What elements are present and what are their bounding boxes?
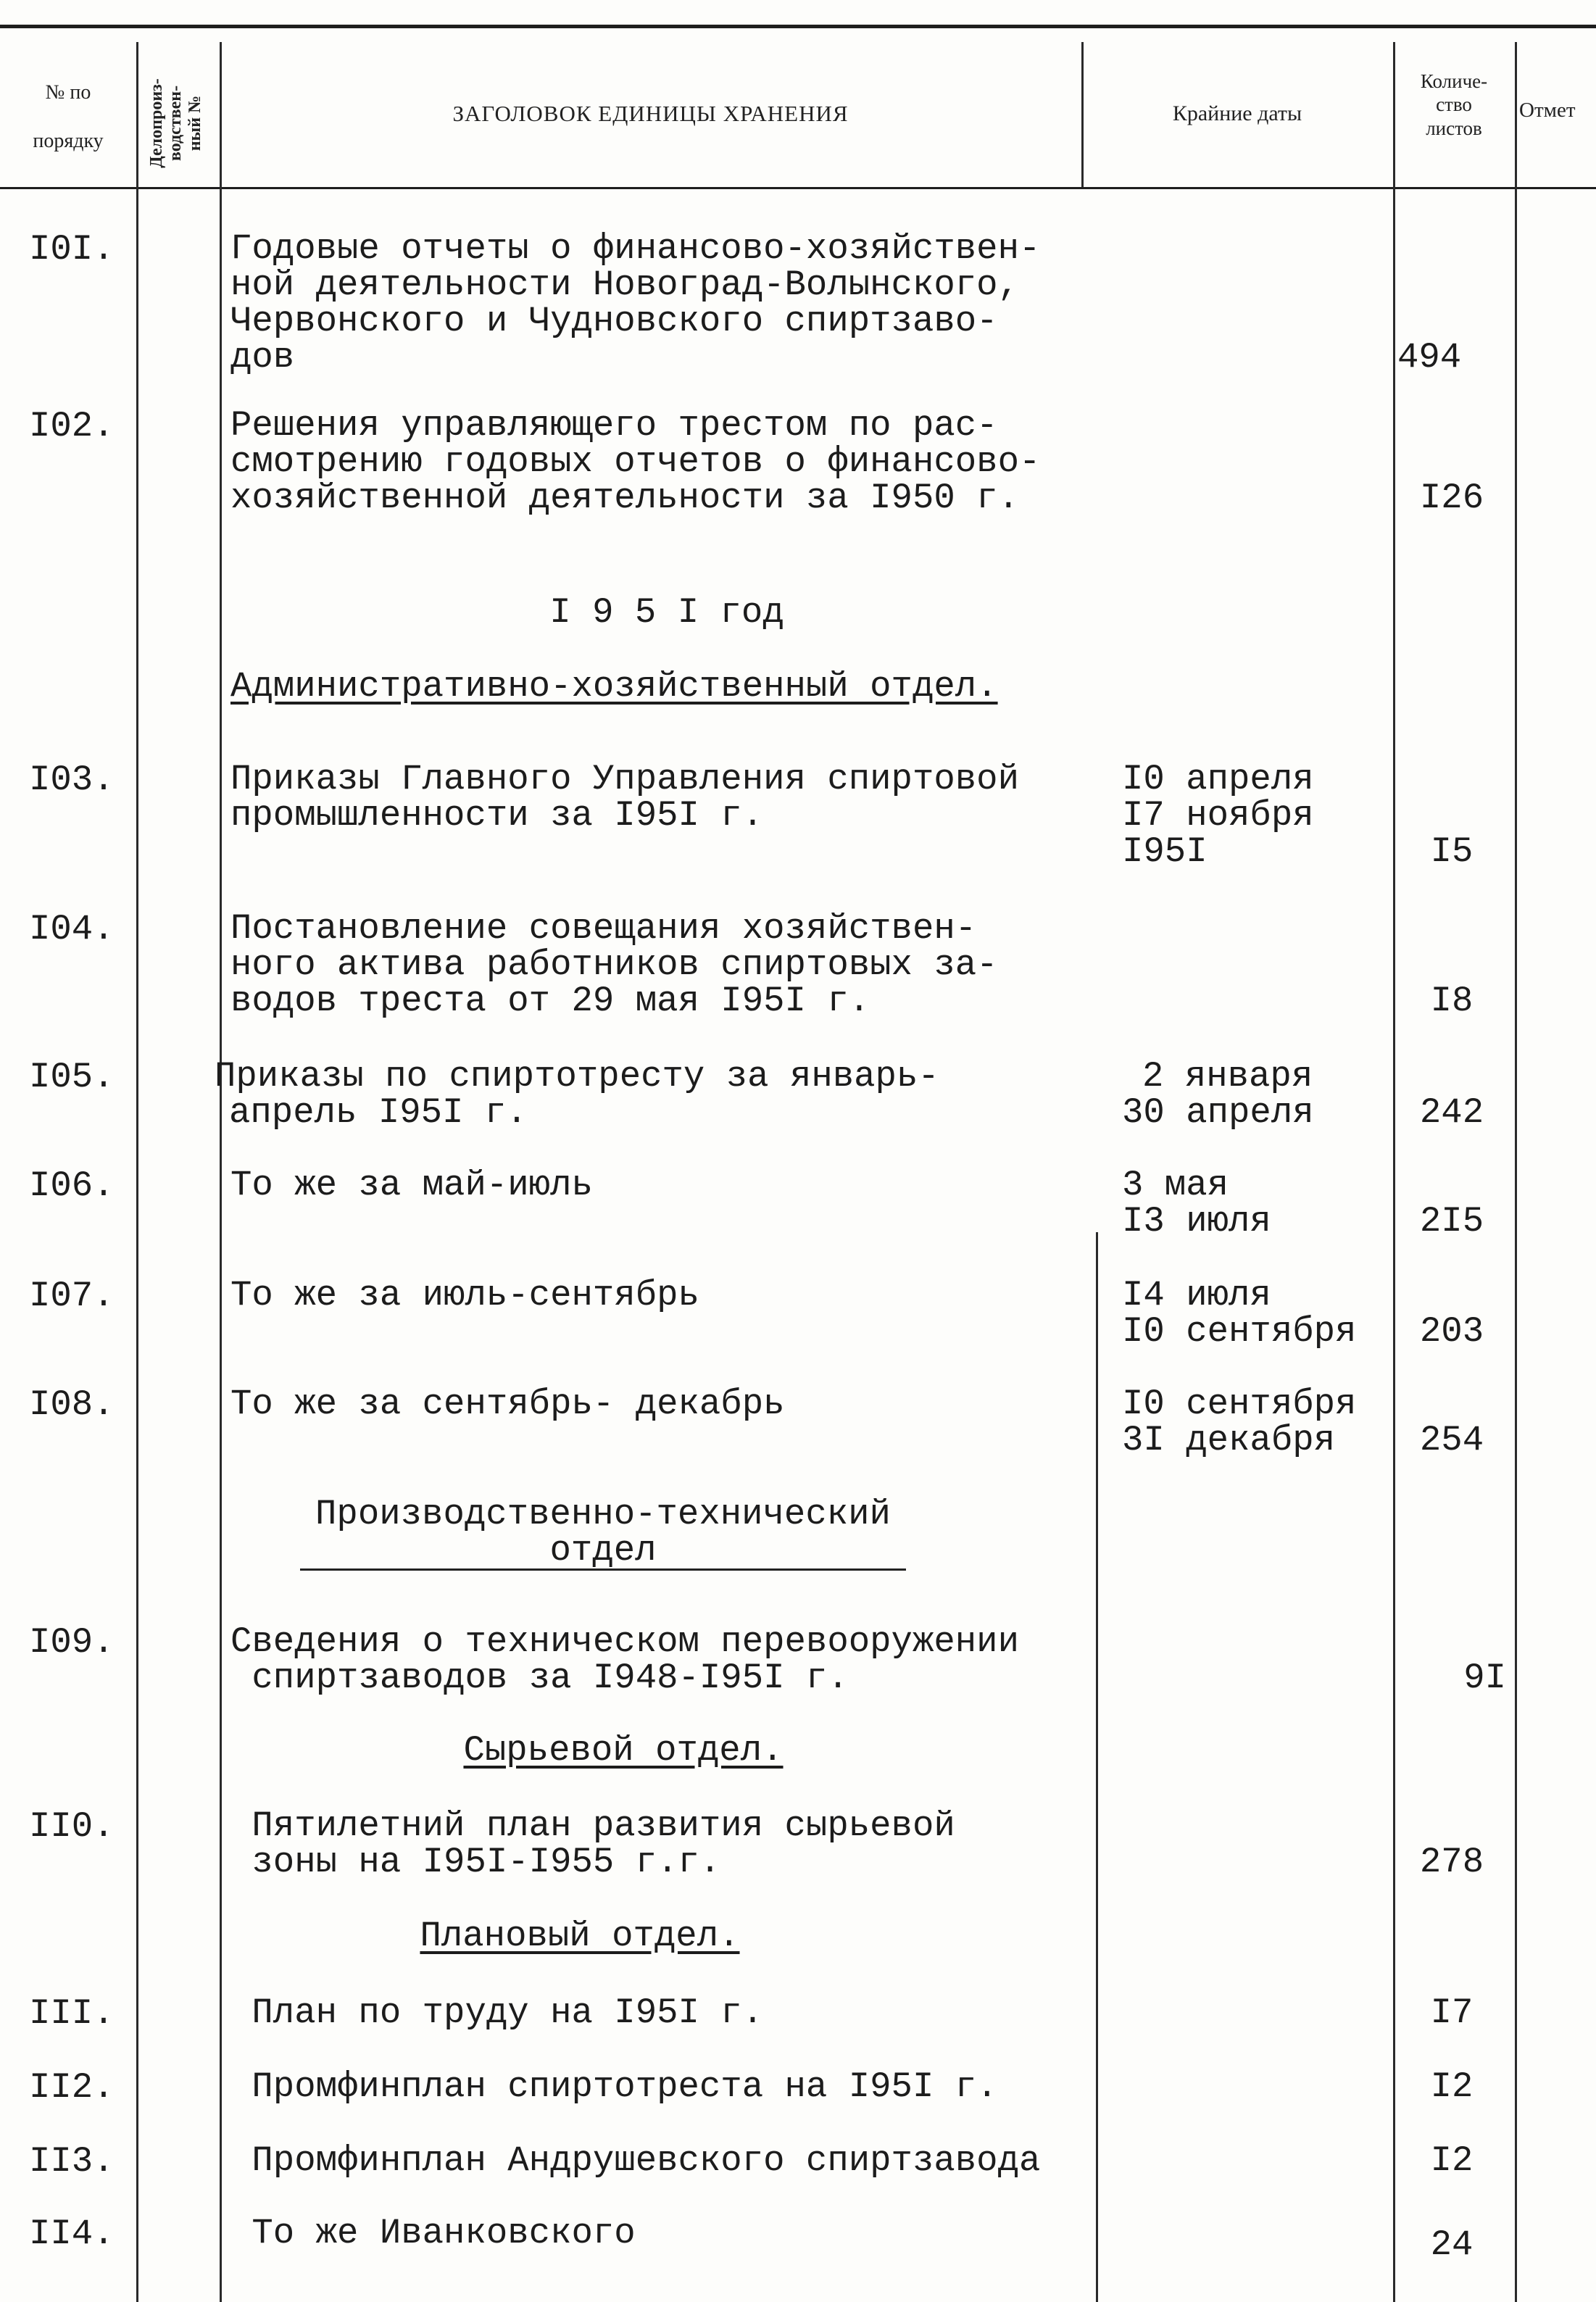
entry-sheet-count: 278 bbox=[1419, 1842, 1484, 1882]
entry-number: I08. bbox=[29, 1384, 115, 1425]
entry-title bbox=[230, 2066, 1086, 2107]
entry-title-line: Постановление совещания хозяйствен- bbox=[230, 908, 977, 949]
entry-number: I0I. bbox=[29, 229, 115, 270]
entry-sheet-count: 203 bbox=[1419, 1311, 1484, 1352]
entry-number: I02. bbox=[29, 406, 115, 446]
header-count-line1: Количе- bbox=[1420, 70, 1488, 92]
entry-title-line: зоны на I95I-I955 г.г. bbox=[230, 1842, 721, 1882]
entry-sheet-count: 24 bbox=[1430, 2224, 1474, 2265]
entry-title bbox=[230, 1995, 1086, 2031]
entry-title-line: дов bbox=[230, 337, 295, 378]
entry-sheet-count: I5 bbox=[1430, 831, 1474, 872]
col-divider-4 bbox=[1393, 42, 1395, 2302]
entry-title-line: Промфинплан спиртотреста на I95I г. bbox=[230, 2066, 998, 2107]
section-raw-materials-department: Сырьевой отдел. bbox=[463, 1730, 784, 1771]
entry-sheet-count: 242 bbox=[1419, 1092, 1484, 1133]
entry-title-line: ной деятельности Новоград-Волынского, bbox=[230, 265, 1019, 305]
col-divider-5 bbox=[1515, 42, 1517, 2302]
entry-date-line: I95I bbox=[1122, 831, 1208, 872]
entry-title-line: Пятилетний план развития сырьевой bbox=[230, 1806, 955, 1846]
entry-sheet-count: 254 bbox=[1419, 1420, 1484, 1460]
top-rule bbox=[0, 25, 1596, 28]
header-count-line3: листов bbox=[1426, 117, 1482, 139]
entry-sheet-count: I2 bbox=[1430, 2066, 1474, 2107]
entry-title bbox=[230, 2215, 1086, 2251]
entry-sheet-count: 2I5 bbox=[1419, 1201, 1484, 1242]
entry-dates bbox=[1122, 761, 1383, 870]
entry-title-line: Годовые отчеты о финансово-хозяйствен- bbox=[230, 228, 1041, 269]
entry-title-line: водов треста от 29 мая I95I г. bbox=[230, 981, 870, 1021]
entry-title-line: То же за июль-сентябрь bbox=[230, 1275, 699, 1316]
section-admin-department: Административно-хозяйственный отдел. bbox=[230, 666, 998, 707]
entry-number: I05. bbox=[29, 1057, 115, 1097]
entry-title-line: спиртзаводов за I948-I95I г. bbox=[230, 1658, 849, 1698]
entry-title-line: апрель I95I г. bbox=[229, 1092, 528, 1133]
header-office-line3: ный № bbox=[185, 95, 204, 151]
entry-date-line: I4 июля bbox=[1122, 1275, 1271, 1316]
header-number-line1: № по bbox=[45, 81, 91, 104]
entry-sheet-count: I2 bbox=[1430, 2140, 1474, 2181]
entry-date-line: I0 апреля bbox=[1122, 759, 1314, 799]
entry-date-line: 3 мая bbox=[1122, 1165, 1229, 1205]
header-rule bbox=[0, 187, 1596, 189]
entry-title-line: План по труду на I95I г. bbox=[230, 1993, 764, 2033]
header-count bbox=[1393, 70, 1515, 140]
entry-sheet-count: I7 bbox=[1430, 1993, 1474, 2033]
entry-title-line: То же Иванковского bbox=[230, 2213, 636, 2253]
entry-dates bbox=[1122, 1277, 1383, 1350]
section-production-line2: отдел bbox=[300, 1532, 906, 1571]
entry-title-line: Сведения о техническом перевооружении bbox=[230, 1621, 1019, 1662]
entry-date-line: I0 сентября bbox=[1122, 1311, 1357, 1352]
entry-number: II2. bbox=[29, 2067, 115, 2108]
entry-title bbox=[230, 1621, 1086, 1698]
entry-date-line: I3 июля bbox=[1122, 1201, 1271, 1242]
entry-title bbox=[230, 1386, 1086, 1422]
entry-number: I03. bbox=[29, 760, 115, 800]
entry-title-line: хозяйственной деятельности за I950 г. bbox=[230, 478, 1019, 518]
entry-title-line: Приказы Главного Управления спиртовой bbox=[230, 759, 1019, 799]
entry-title-line: промышленности за I95I г. bbox=[230, 795, 764, 836]
col-divider-2 bbox=[220, 42, 222, 2302]
entry-title-line: Приказы по спиртотресту за январь- bbox=[215, 1056, 939, 1097]
entry-sheet-count: I8 bbox=[1430, 981, 1474, 1021]
entry-title bbox=[230, 1167, 1086, 1203]
header-notes: Отмет bbox=[1519, 99, 1576, 122]
section-production-line1: Производственно-технический bbox=[315, 1494, 891, 1534]
entry-title bbox=[230, 1275, 1086, 1316]
section-production-department bbox=[300, 1496, 906, 1571]
entry-title-line: То же за сентябрь- декабрь bbox=[230, 1384, 785, 1424]
entry-sheet-count: I26 bbox=[1419, 478, 1484, 518]
entry-number: II0. bbox=[29, 1806, 115, 1847]
entry-title-line: смотрению годовых отчетов о финансово- bbox=[230, 441, 1041, 482]
entry-date-line: I7 ноября bbox=[1122, 795, 1314, 836]
entry-date-line: I0 сентября bbox=[1122, 1384, 1357, 1424]
entry-title bbox=[230, 228, 1086, 378]
entry-number: II4. bbox=[29, 2214, 115, 2254]
entry-title-line: ного актива работников спиртовых за- bbox=[230, 944, 998, 985]
entry-dates bbox=[1122, 1165, 1383, 1242]
entry-title bbox=[230, 1808, 1086, 1880]
entry-number: I04. bbox=[29, 909, 115, 950]
entry-sheet-count: 494 bbox=[1397, 337, 1462, 378]
entry-title-line: Решения управляющего трестом по рас- bbox=[230, 405, 998, 446]
entry-sheet-count: 9I bbox=[1463, 1658, 1506, 1698]
section-planning-department: Плановый отдел. bbox=[420, 1916, 740, 1956]
entry-dates bbox=[1122, 1058, 1383, 1131]
header-number bbox=[0, 80, 136, 154]
entry-number: II3. bbox=[29, 2141, 115, 2182]
entry-title-line: Промфинплан Андрушевского спиртзавода bbox=[230, 2140, 1041, 2181]
entry-title-line: Червонского и Чудновского спиртзаво- bbox=[230, 301, 998, 341]
col-divider-3b bbox=[1096, 1232, 1098, 2302]
header-office-line1: Делопроиз- bbox=[147, 78, 166, 168]
header-dates: Крайние даты bbox=[1172, 101, 1302, 125]
entry-date-line: 30 апреля bbox=[1122, 1092, 1314, 1133]
entry-title bbox=[230, 761, 1086, 834]
entry-number: III. bbox=[29, 1993, 115, 2034]
section-year: I 9 5 I год bbox=[549, 592, 784, 633]
entry-number: I09. bbox=[29, 1622, 115, 1663]
entry-title-line: То же за май-июль bbox=[230, 1165, 593, 1205]
entry-title bbox=[230, 910, 1086, 1019]
entry-title bbox=[230, 407, 1086, 516]
header-count-line2: ство bbox=[1436, 94, 1472, 116]
entry-number: I06. bbox=[29, 1165, 115, 1206]
header-office-line2: водствен- bbox=[166, 85, 186, 162]
header-title: ЗАГОЛОВОК ЕДИНИЦЫ ХРАНЕНИЯ bbox=[452, 101, 849, 126]
entry-title bbox=[230, 2140, 1086, 2181]
entry-number: I07. bbox=[29, 1276, 115, 1316]
header-number-line2: порядку bbox=[33, 130, 104, 152]
entry-date-line: 3I декабря bbox=[1122, 1420, 1336, 1460]
header-office-number bbox=[147, 40, 208, 207]
entry-title bbox=[215, 1058, 1070, 1131]
entry-date-line: 2 января bbox=[1142, 1056, 1313, 1097]
entry-dates bbox=[1122, 1386, 1383, 1458]
